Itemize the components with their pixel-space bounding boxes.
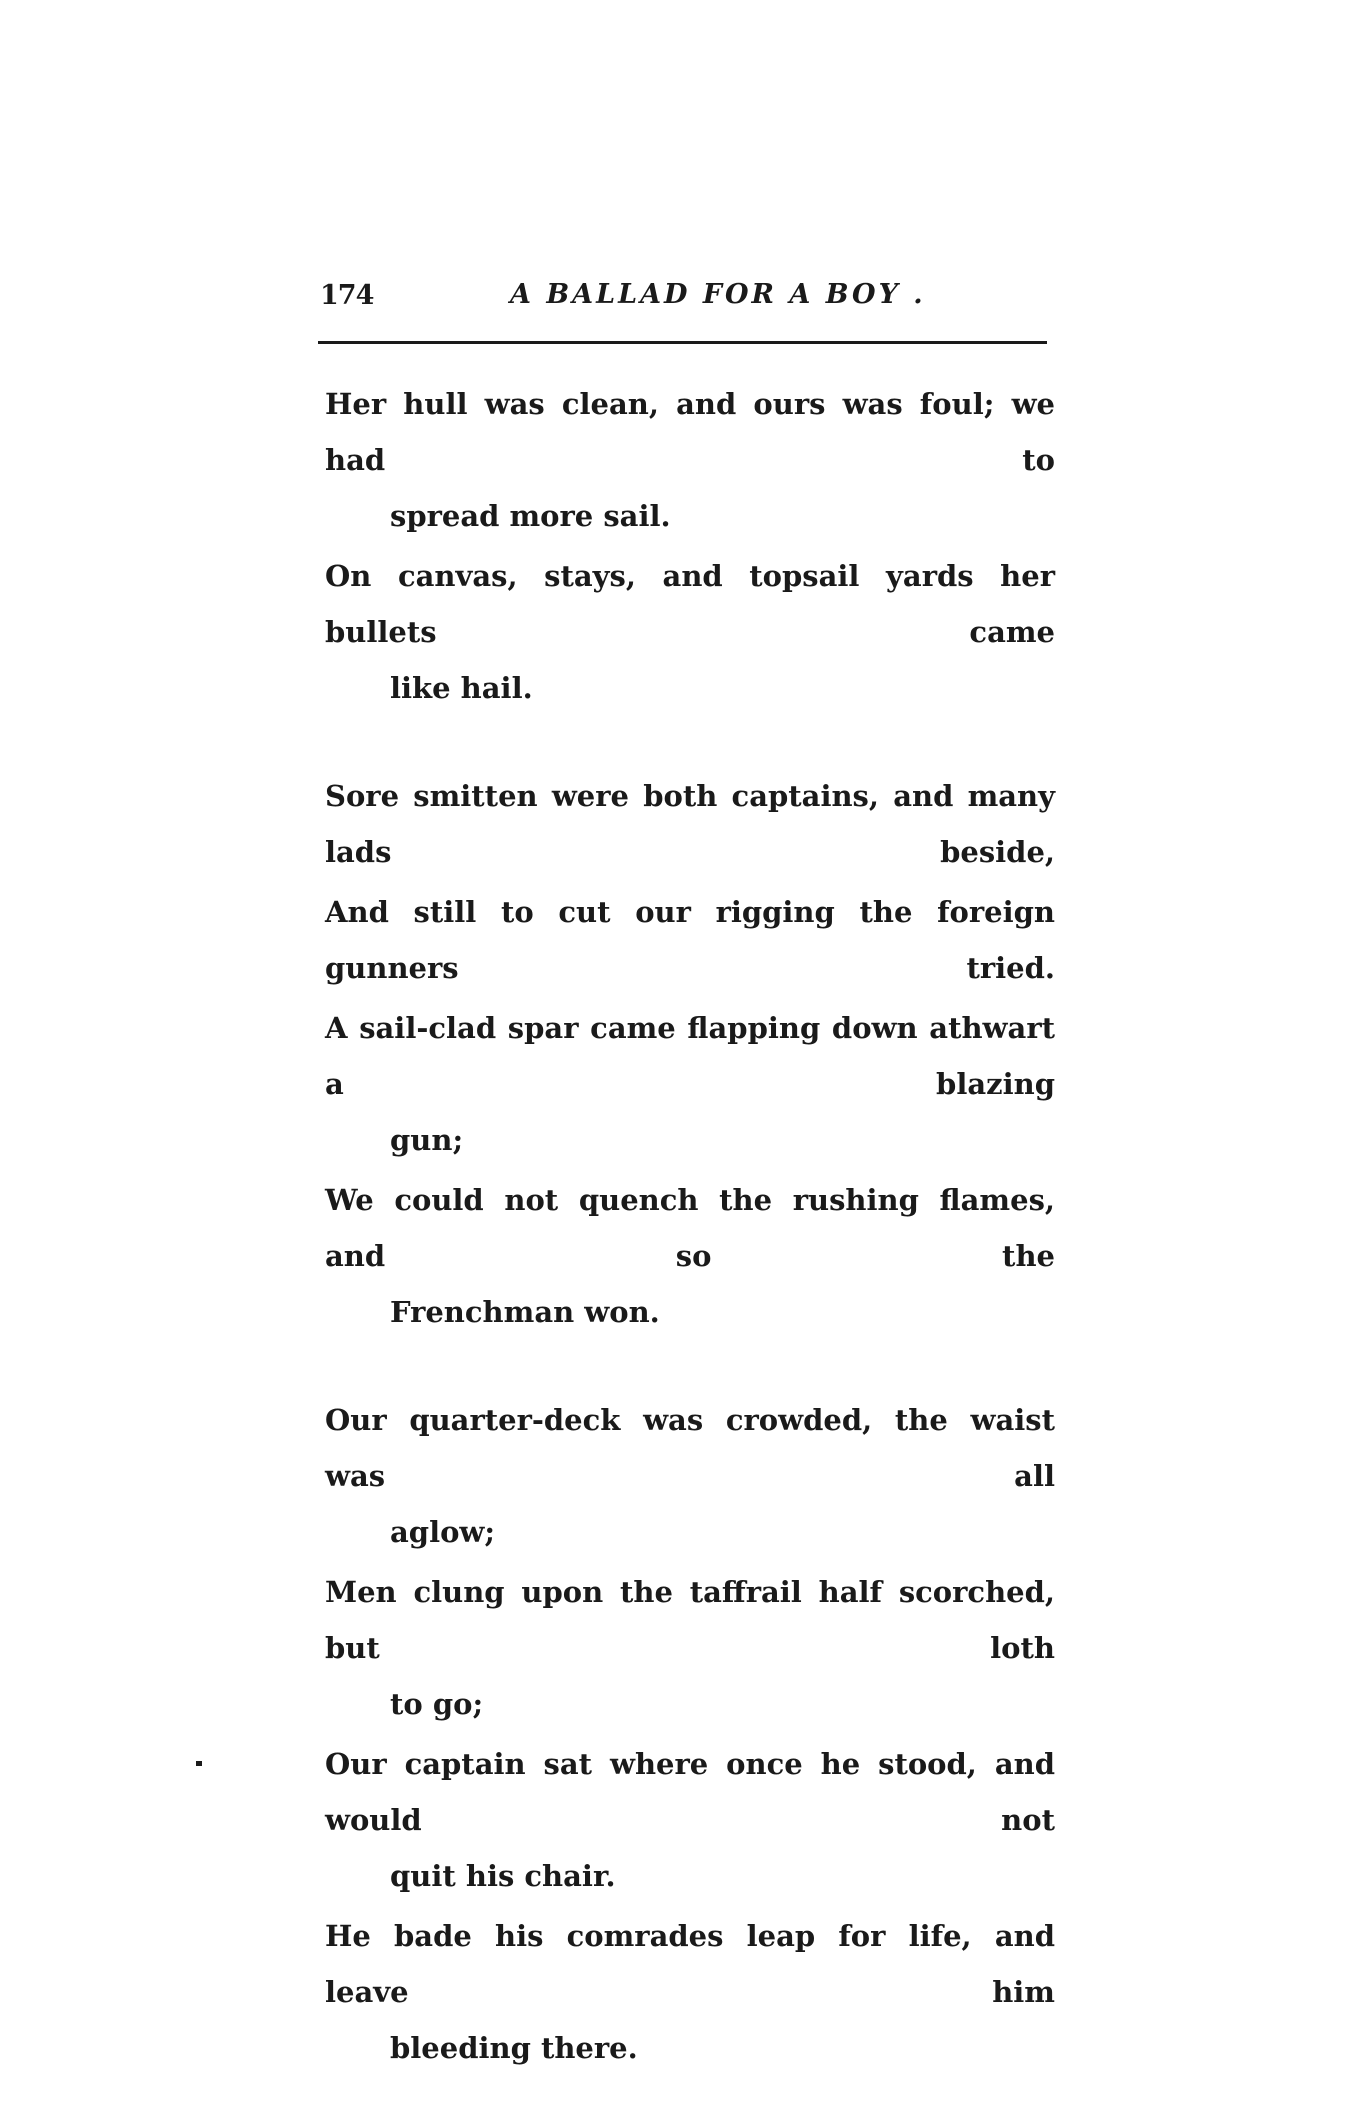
verse-line-continuation: like hail. <box>390 671 533 705</box>
verse-line-continuation: spread more sail. <box>390 499 671 533</box>
verse-line <box>325 1908 1055 2076</box>
verse-line-continuation: bleeding there. <box>390 2031 638 2065</box>
verse-line-text: On canvas, stays, and topsail yards her bullets came <box>325 559 1055 649</box>
verse-line-text: Our captain sat where once he stood, and would not <box>325 1747 1055 1837</box>
stanza <box>325 768 1055 1340</box>
verse-line-text: He bade his comrades leap for life, and leave him <box>325 1919 1055 2009</box>
verse-line <box>325 884 1055 996</box>
verse-line-text: Sore smitten were both captains, and many lads beside, <box>325 779 1055 869</box>
verse-line-continuation: aglow; <box>390 1515 496 1549</box>
page-number: 174 <box>320 280 374 311</box>
verse-line <box>325 1392 1055 1560</box>
verse-line <box>325 376 1055 544</box>
poem-body <box>325 376 1055 2128</box>
verse-line <box>325 1564 1055 1732</box>
verse-line-continuation: Frenchman won. <box>390 1295 660 1329</box>
verse-line <box>325 768 1055 880</box>
verse-line <box>325 548 1055 716</box>
stanza <box>325 376 1055 716</box>
header-rule <box>318 341 1047 344</box>
verse-line-text: We could not quench the rushing flames, and so the <box>325 1183 1055 1273</box>
verse-line <box>325 1000 1055 1168</box>
verse-line-text: Our quarter-deck was crowded, the waist was all <box>325 1403 1055 1493</box>
verse-line-continuation: gun; <box>390 1123 464 1157</box>
verse-line-text: Men clung upon the taffrail half scorched, but loth <box>325 1575 1055 1665</box>
scan-speck <box>196 1761 202 1766</box>
verse-line <box>325 1736 1055 1904</box>
verse-line-continuation: to go; <box>390 1687 484 1721</box>
verse-line-text: Her hull was clean, and ours was foul; we had to <box>325 387 1055 477</box>
running-title: A BALLAD FOR A BOY . <box>510 279 926 310</box>
verse-line-text: A sail-clad spar came flapping down athwart a blazing <box>325 1011 1055 1101</box>
verse-line-text: And still to cut our rigging the foreign gunners tried. <box>325 895 1055 985</box>
verse-line <box>325 1172 1055 1340</box>
verse-line-continuation: quit his chair. <box>390 1859 616 1893</box>
stanza <box>325 1392 1055 2076</box>
